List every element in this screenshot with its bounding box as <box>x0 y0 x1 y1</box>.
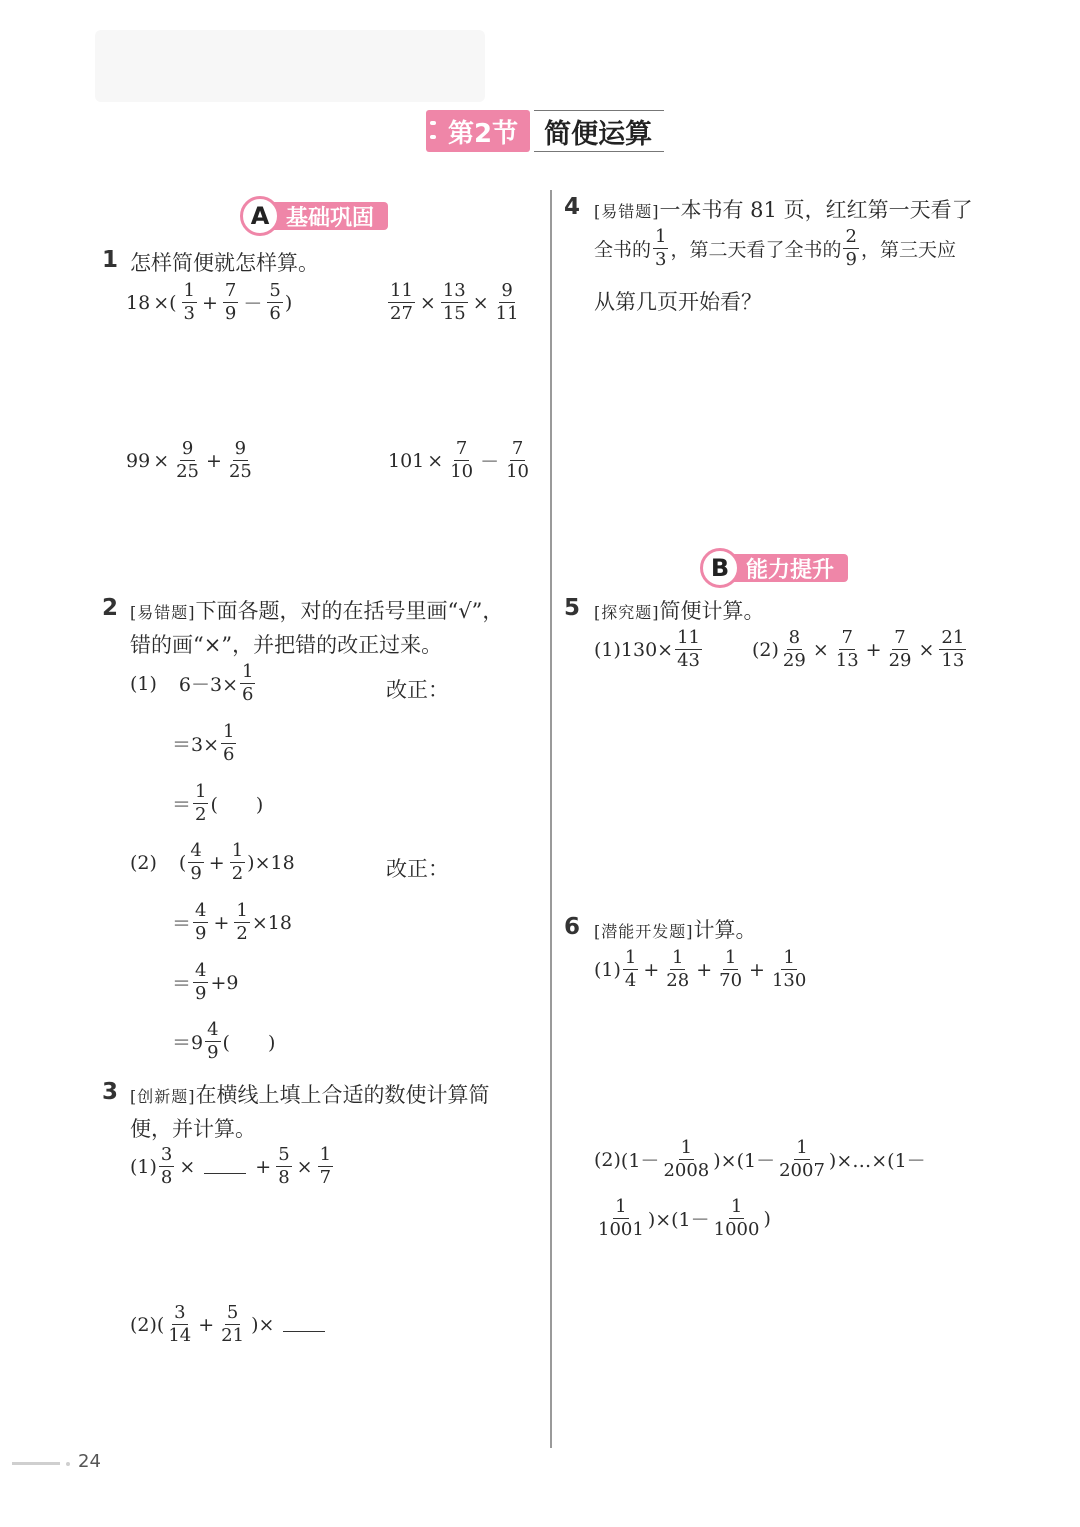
q2-part-2-step-2: ＝ $\frac{4}{9}$ +9 <box>172 960 239 1004</box>
question-4-line-1: [易错题]一本书有 81 页，红红第一天看了 <box>594 198 973 222</box>
q1-expression-4: 101 × $\frac{7}{10}$ － $\frac{7}{10}$ <box>388 438 530 482</box>
q2-part-2-step-3: ＝9 $\frac{4}{9}$ ( ) <box>172 1019 276 1063</box>
scan-smudge <box>95 30 485 102</box>
question-3-line-2: 便，并计算。 <box>130 1117 256 1141</box>
answer-bracket[interactable]: ( ) <box>222 1032 276 1054</box>
q3-part-2-expression: (2) ( $\frac{3}{14}$ + $\frac{5}{21}$ )× <box>130 1304 331 1345</box>
q1-expression-3: 99 × $\frac{9}{25}$ + $\frac{9}{25}$ <box>126 438 252 482</box>
question-6-line-1: [潜能开发题]计算。 <box>594 918 757 942</box>
q6-part-2-line-1: (2) (1－ $\frac{1}{2008}$ )×(1－ $\frac{1}{2007}$ )×…×(1－ <box>594 1137 926 1181</box>
q2-part-1-expression: (1) 6－3× $\frac{1}{6}$ <box>130 661 254 705</box>
question-4-number: 4 <box>564 194 581 220</box>
badge-label-a: 基础巩固 <box>268 202 388 230</box>
q5-part-2-expression: (2) $\frac{8}{29}$ × $\frac{7}{13}$ + $\frac{7}{29}$ × $\frac{21}{13}$ <box>752 627 965 671</box>
q3-part-1-expression: (1) $\frac{3}{8}$ × + $\frac{5}{8}$ × $\frac{1}{7}$ <box>130 1144 332 1188</box>
question-3-tag: [创新题] <box>130 1087 196 1106</box>
question-6-number: 6 <box>564 914 581 940</box>
section-number: 第2节 <box>426 110 530 152</box>
badge-letter-b: B <box>700 548 740 588</box>
q2-part-1-correction-label: 改正： <box>386 678 449 702</box>
q2-part-1-step-1: ＝3× $\frac{1}{6}$ <box>172 721 235 765</box>
column-divider <box>550 190 552 1448</box>
question-2-tag: [易错题] <box>130 603 196 622</box>
question-5-number: 5 <box>564 595 581 621</box>
question-1-text: 怎样简便就怎样算。 <box>130 251 319 275</box>
fill-blank[interactable] <box>283 1317 325 1332</box>
question-5-tag: [探究题] <box>594 603 660 622</box>
question-6-tag: [潜能开发题] <box>594 922 694 941</box>
page-number: 24 <box>78 1451 101 1472</box>
q2-part-2-step-1: ＝ $\frac{4}{9}$ + $\frac{1}{2}$ ×18 <box>172 900 292 944</box>
question-2-number: 2 <box>102 595 119 621</box>
section-a-badge <box>240 201 388 231</box>
q2-part-1-step-2: ＝ $\frac{1}{2}$ ( ) <box>172 781 264 825</box>
question-4-tag: [易错题] <box>594 202 660 221</box>
footer-dot <box>66 1462 70 1466</box>
q1-expression-1: 18 ×( $\frac{1}{3}$ + $\frac{7}{9}$ － $\frac{5}{6}$ ) <box>126 280 293 324</box>
badge-label-b: 能力提升 <box>728 554 848 582</box>
q5-part-1-expression: (1)130× $\frac{11}{43}$ <box>594 627 701 671</box>
footer-rule <box>12 1462 60 1465</box>
q2-part-2-expression: (2) ( $\frac{4}{9}$ + $\frac{1}{2}$ )×18 <box>130 840 295 884</box>
section-name: 简便运算 <box>534 110 664 152</box>
q6-part-2-line-2: $\frac{1}{1001}$ )×(1－ $\frac{1}{1000}$ ) <box>598 1196 771 1240</box>
question-1-number: 1 <box>102 247 119 273</box>
answer-bracket[interactable]: ( ) <box>210 794 264 816</box>
badge-letter-a: A <box>240 196 280 236</box>
question-4-line-2: 全书的 $\frac{1}{3}$ ，第二天看了全书的 $\frac{2}{9}$ ，第三天应 <box>594 226 956 270</box>
section-b-badge <box>700 553 848 583</box>
question-4-line-3: 从第几页开始看？ <box>594 290 762 314</box>
question-2-line-2: 错的画“×”，并把错的改正过来。 <box>130 633 443 657</box>
q1-expression-2: $\frac{11}{27}$ × $\frac{13}{15}$ × $\frac{9}{11}$ <box>390 280 519 324</box>
question-3-line-1: [创新题]在横线上填上合适的数使计算简 <box>130 1083 490 1107</box>
q6-part-1-expression: (1) $\frac{1}{4}$ + $\frac{1}{28}$ + $\frac{1}{70}$ + $\frac{1}{130}$ <box>594 947 807 991</box>
question-3-number: 3 <box>102 1079 119 1105</box>
question-5-line-1: [探究题]简便计算。 <box>594 599 765 623</box>
fill-blank[interactable] <box>204 1159 246 1174</box>
section-title <box>426 110 664 152</box>
q2-part-2-correction-label: 改正： <box>386 857 449 881</box>
question-2-line-1: [易错题]下面各题，对的在括号里画“√”， <box>130 599 504 623</box>
